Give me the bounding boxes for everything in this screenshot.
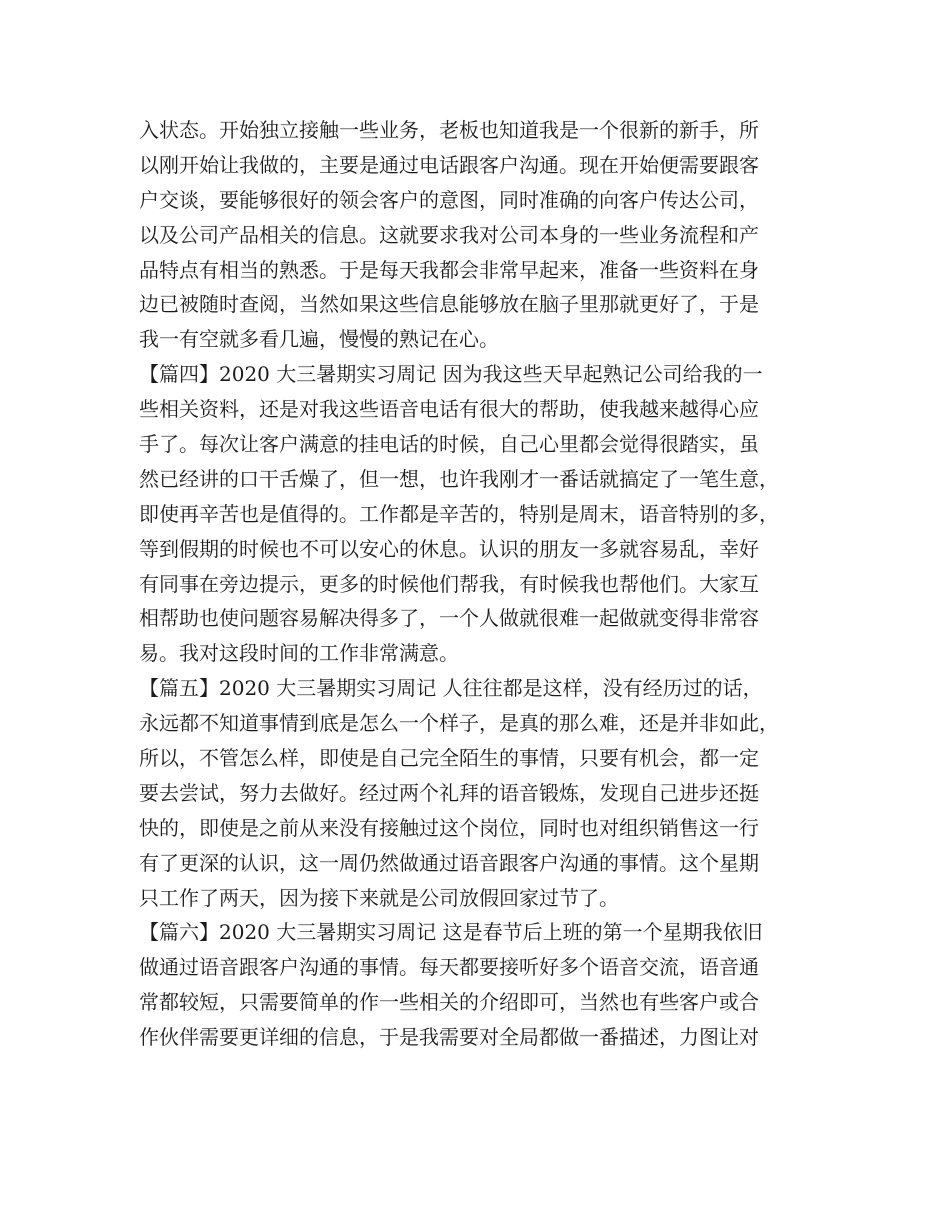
text-line: 手了。每次让客户满意的挂电话的时候，自己心里都会觉得很踏实，虽 [139, 432, 759, 457]
section-heading-line: 【篇四】2020 大三暑期实习周记 因为我这些天早起熟记公司给我的一 [139, 362, 763, 387]
text-line: 我一有空就多看几遍，慢慢的熟记在心。 [139, 327, 499, 352]
text-line: 以刚开始让我做的，主要是通过电话跟客户沟通。现在开始便需要跟客 [139, 152, 759, 177]
section-heading-line: 【篇六】2020 大三暑期实习周记 这是春节后上班的第一个星期我依旧 [139, 920, 763, 945]
text-line: 然已经讲的口干舌燥了，但一想，也许我刚才一番话就搞定了一笔生意， [139, 466, 779, 491]
text-line: 即使再辛苦也是值得的。工作都是辛苦的，特别是周末，语音特别的多， [139, 501, 779, 526]
document-body [139, 113, 819, 1055]
text-line: 边已被随时查阅，当然如果这些信息能够放在脑子里那就更好了，于是 [139, 292, 759, 317]
text-line: 只工作了两天，因为接下来就是公司放假回家过节了。 [139, 885, 619, 910]
text-line: 做通过语音跟客户沟通的事情。每天都要接听好多个语音交流，语音通 [139, 955, 759, 980]
text-line: 相帮助也使问题容易解决得多了，一个人做就很难一起做就变得非常容 [139, 606, 759, 631]
text-line: 要去尝试，努力去做好。经过两个礼拜的语音锻炼，发现自己进步还挺 [139, 780, 759, 805]
text-line: 永远都不知道事情到底是怎么一个样子，是真的那么难，还是并非如此， [139, 711, 779, 736]
text-line: 常都较短，只需要简单的作一些相关的介绍即可，当然也有些客户或合 [139, 990, 759, 1015]
text-line: 有了更深的认识，这一周仍然做通过语音跟客户沟通的事情。这个星期 [139, 850, 759, 875]
text-line: 户交谈，要能够很好的领会客户的意图，同时准确的向客户传达公司， [139, 187, 759, 212]
text-line: 有同事在旁边提示，更多的时候他们帮我，有时候我也帮他们。大家互 [139, 571, 759, 596]
text-line: 品特点有相当的熟悉。于是每天我都会非常早起来，准备一些资料在身 [139, 257, 759, 282]
text-line: 快的，即使是之前从来没有接触过这个岗位，同时也对组织销售这一行 [139, 815, 759, 840]
text-line: 所以，不管怎么样，即使是自己完全陌生的事情，只要有机会，都一定 [139, 746, 759, 771]
text-line: 入状态。开始独立接触一些业务，老板也知道我是一个很新的新手，所 [139, 118, 759, 142]
text-line: 等到假期的时候也不可以安心的休息。认识的朋友一多就容易乱，幸好 [139, 536, 759, 561]
text-line: 作伙伴需要更详细的信息，于是我需要对全局都做一番描述，力图让对 [139, 1025, 759, 1050]
text-line: 些相关资料，还是对我这些语音电话有很大的帮助，使我越来越得心应 [139, 397, 759, 422]
section-heading-line: 【篇五】2020 大三暑期实习周记 人往往都是这样，没有经历过的话， [139, 676, 763, 701]
text-line: 易。我对这段时间的工作非常满意。 [139, 641, 459, 666]
text-line: 以及公司产品相关的信息。这就要求我对公司本身的一些业务流程和产 [139, 222, 759, 247]
